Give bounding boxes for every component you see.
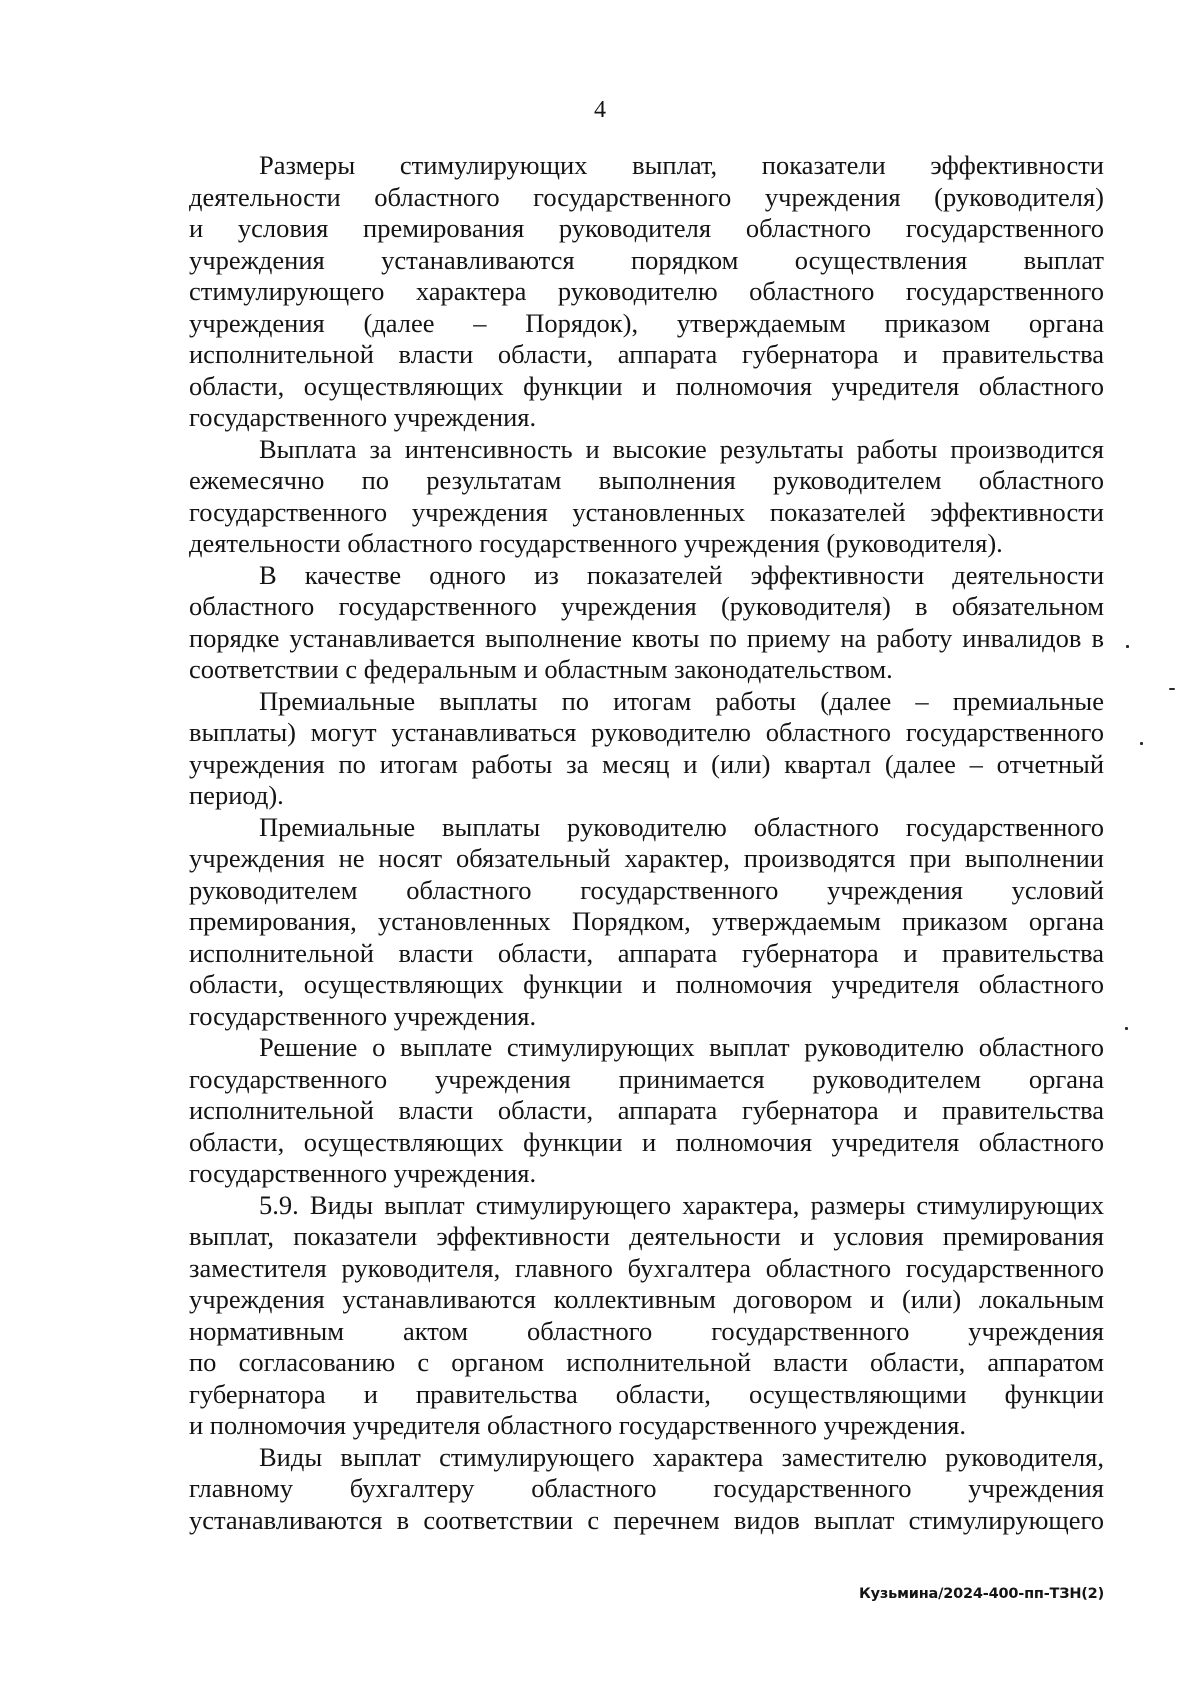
text-line: 5.9. Виды выплат стимулирующего характера, размеры стимулирующих [259, 1189, 1104, 1220]
paragraph [189, 560, 1104, 686]
text-line: государственного учреждения. [189, 402, 537, 432]
text-line: руководителем областного государственного учреждения условий [189, 874, 1104, 905]
text-line: области, осуществляющих функции и полномочия учредителя областного [189, 1126, 1104, 1157]
text-line: исполнительной власти области, аппарата губернатора и правительства [189, 937, 1104, 968]
text-line: заместителя руководителя, главного бухгалтера областного государственного [189, 1252, 1104, 1283]
text-line: главному бухгалтеру областного государственного учреждения [189, 1473, 1104, 1503]
paragraph [189, 434, 1104, 560]
text-line: В качестве одного из показателей эффективности деятельности [259, 559, 1104, 590]
text-line: государственного учреждения установленных показателей эффективности [189, 496, 1104, 527]
text-line: и условия премирования руководителя областного государственного [189, 213, 1104, 243]
text-line: период). [189, 780, 284, 810]
text-line: государственного учреждения принимается руководителем органа [189, 1063, 1104, 1094]
text-line: государственного учреждения. [189, 1000, 537, 1031]
text-line: деятельности областного государственного учреждения (руководителя) [189, 181, 1104, 212]
document-body [189, 150, 1104, 1536]
text-line: и полномочия учредителя областного государственного учреждения. [189, 1410, 966, 1440]
text-line: ежемесячно по результатам выполнения руководителем областного [189, 465, 1104, 495]
scan-speck [1126, 645, 1129, 648]
text-line: учреждения устанавливаются коллективным договором и (или) локальным [189, 1284, 1104, 1314]
text-line: области, осуществляющих функции и полномочия учредителя областного [189, 969, 1104, 999]
text-line: выплаты) могут устанавливаться руководителю областного государственного [189, 717, 1104, 747]
paragraph [189, 1442, 1104, 1537]
text-line: области, осуществляющих функции и полномочия учредителя областного [189, 370, 1104, 401]
scan-speck [1125, 1027, 1128, 1030]
text-line: порядке устанавливается выполнение квоты по приему на работу инвалидов в [189, 622, 1104, 653]
text-line: деятельности областного государственного учреждения (руководителя). [189, 528, 1003, 558]
paragraph [189, 1190, 1104, 1442]
text-line: исполнительной власти области, аппарата губернатора и правительства [189, 339, 1104, 369]
text-line: губернатора и правительства области, осуществляющими функции [189, 1378, 1104, 1409]
text-line: Премиальные выплаты по итогам работы (далее – премиальные [259, 685, 1104, 716]
text-line: стимулирующего характера руководителю областного государственного [189, 276, 1104, 306]
text-line: по согласованию с органом исполнительной власти области, аппаратом [189, 1347, 1104, 1377]
text-line: Размеры стимулирующих выплат, показатели эффективности [259, 150, 1104, 180]
paragraph [189, 1032, 1104, 1190]
page-number: 4 [594, 97, 606, 123]
text-line: учреждения (далее – Порядок), утверждаемым приказом органа [189, 307, 1104, 338]
scan-speck [1140, 742, 1143, 745]
scan-speck [1169, 688, 1175, 690]
text-line: учреждения не носят обязательный характер, производятся при выполнении [189, 843, 1104, 873]
text-line: Выплата за интенсивность и высокие результаты работы производится [259, 433, 1104, 464]
text-line: нормативным актом областного государственного учреждения [189, 1315, 1104, 1346]
document-reference-footer: Кузьмина/2024-400-пп-ТЗН(2) [859, 1586, 1104, 1602]
text-line: Решение о выплате стимулирующих выплат руководителю областного [259, 1032, 1104, 1062]
text-line: исполнительной власти области, аппарата губернатора и правительства [189, 1095, 1104, 1125]
text-line: премирования, установленных Порядком, утверждаемым приказом органа [189, 906, 1104, 936]
text-line: государственного учреждения. [189, 1158, 537, 1188]
text-line: учреждения по итогам работы за месяц и (или) квартал (далее – отчетный [189, 748, 1104, 779]
text-line: Виды выплат стимулирующего характера заместителю руководителя, [259, 1441, 1104, 1472]
text-line: областного государственного учреждения (руководителя) в обязательном [189, 591, 1104, 621]
text-line: устанавливаются в соответствии с перечнем видов выплат стимулирующего [189, 1504, 1104, 1535]
paragraph [189, 686, 1104, 812]
paragraph [189, 812, 1104, 1033]
text-line: учреждения устанавливаются порядком осуществления выплат [189, 244, 1104, 275]
text-line: выплат, показатели эффективности деятельности и условия премирования [189, 1221, 1104, 1251]
text-line: соответствии с федеральным и областным законодательством. [189, 654, 893, 684]
text-line: Премиальные выплаты руководителю областного государственного [259, 811, 1104, 842]
paragraph [189, 150, 1104, 434]
